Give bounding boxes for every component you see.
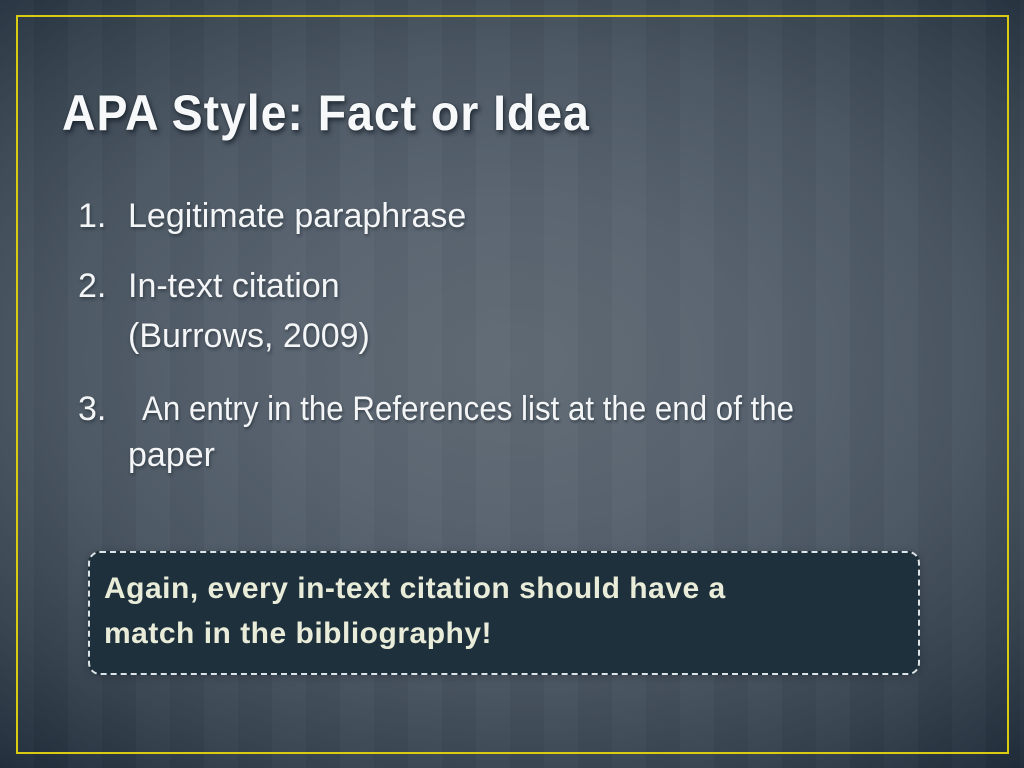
citation-text: (Burrows, 2009) xyxy=(128,317,370,355)
list-item-3-continuation xyxy=(128,435,215,475)
list-item-1-text: Legitimate paraphrase xyxy=(128,197,467,235)
callout-box xyxy=(88,551,920,675)
list-item-3 xyxy=(78,389,851,429)
list-item-3-number: 3. xyxy=(78,390,107,428)
list-item-1 xyxy=(78,196,466,236)
list-item-2-text: In-text citation xyxy=(128,267,340,305)
callout-line-2: match in the bibliography! xyxy=(104,617,493,650)
list-item-3-text-continued: paper xyxy=(128,436,215,474)
list-item-2 xyxy=(78,266,340,306)
list-item-2-number: 2. xyxy=(78,267,107,305)
callout-line-1: Again, every in-text citation should have a xyxy=(104,572,726,605)
list-item-3-text: An entry in the References list at the end of the xyxy=(142,390,795,428)
list-item-1-number: 1. xyxy=(78,197,107,235)
list-item-2-citation xyxy=(128,316,370,356)
slide-title: APA Style: Fact or Idea xyxy=(62,85,590,141)
